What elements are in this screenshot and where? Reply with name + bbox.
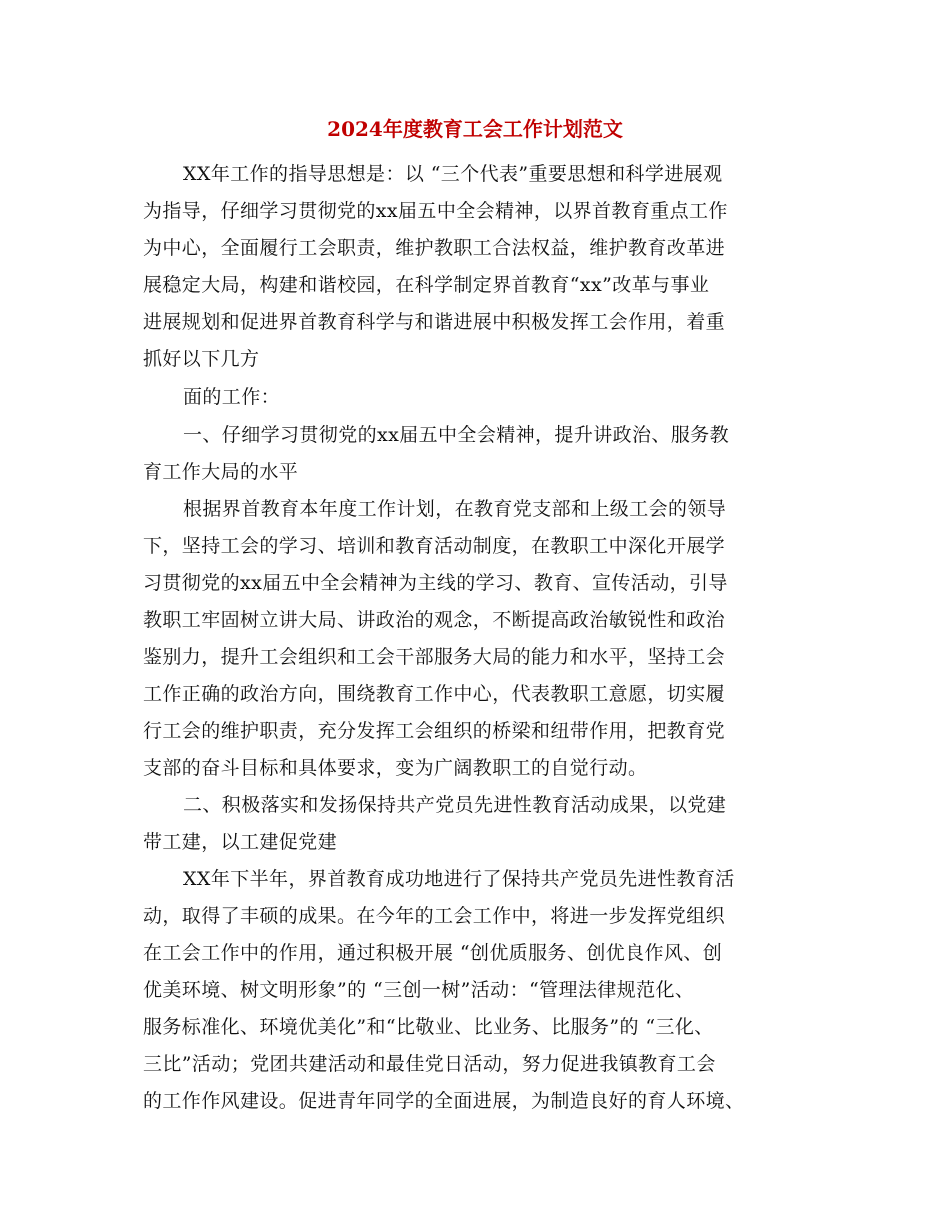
document-title: 2024年度教育工会工作计划范文 <box>327 117 623 141</box>
paragraph-line: 支部的奋斗目标和具体要求，变为广阔教职工的自觉行动。 <box>143 757 648 779</box>
paragraph-line: 工作正确的政治方向，围绕教育工作中心，代表教职工意愿，切实履 <box>143 683 726 705</box>
paragraph-line: 教职工牢固树立讲大局、讲政治的观念，不断提高政治敏锐性和政治 <box>143 609 726 631</box>
paragraph-line: 动，取得了丰硕的成果。在今年的工会工作中，将进一步发挥党组织 <box>143 905 726 927</box>
paragraph-line: 面的工作： <box>183 386 281 408</box>
section-heading-line: 育工作大局的水平 <box>143 461 299 483</box>
section-heading-line: 带工建，以工建促党建 <box>143 831 338 853</box>
paragraph-line: 进展规划和促进界首教育科学与和谐进展中积极发挥工会作用，着重 <box>143 311 726 333</box>
paragraph-line: 行工会的维护职责，充分发挥工会组织的桥梁和纽带作用，把教育党 <box>143 720 726 742</box>
paragraph-line: 习贯彻党的xx届五中全会精神为主线的学习、教育、宣传活动，引导 <box>143 572 728 594</box>
paragraph-line: XX年工作的指导思想是：以 “三个代表”重要思想和科学进展观 <box>183 163 723 185</box>
paragraph-line: 优美环境、树文明形象”的 “三创一树”活动：“管理法律规范化、 <box>143 979 695 1001</box>
paragraph-line: 的工作作风建设。促进青年同学的全面进展，为制造良好的育人环境、 <box>143 1090 745 1112</box>
paragraph-line: 在工会工作中的作用，通过积极开展 “创优质服务、创优良作风、创 <box>143 942 723 964</box>
paragraph-line: 根据界首教育本年度工作计划，在教育党支部和上级工会的领导 <box>183 498 727 520</box>
paragraph-line: 鉴别力，提升工会组织和工会干部服务大局的能力和水平，坚持工会 <box>143 646 726 668</box>
paragraph-line: 为指导，仔细学习贯彻党的xx届五中全会精神，以界首教育重点工作 <box>143 200 728 222</box>
paragraph-line: 抓好以下几方 <box>143 348 260 370</box>
paragraph-line: XX年下半年，界首教育成功地进行了保持共产党员先进性教育活 <box>183 868 735 890</box>
section-heading-line: 一、仔细学习贯彻党的xx届五中全会精神，提升讲政治、服务教 <box>183 424 730 446</box>
paragraph-line: 下，坚持工会的学习、培训和教育活动制度，在教职工中深化开展学 <box>143 535 726 557</box>
paragraph-line: 三比”活动；党团共建活动和最佳党日活动，努力促进我镇教育工会 <box>143 1053 716 1075</box>
section-heading-line: 二、积极落实和发扬保持共产党员先进性教育活动成果，以党建 <box>183 794 727 816</box>
paragraph-line: 服务标准化、环境优美化”和“比敬业、比业务、比服务”的 “三化、 <box>143 1016 714 1038</box>
paragraph-line: 展稳定大局，构建和谐校园，在科学制定界首教育“xx”改革与事业 <box>143 274 710 296</box>
paragraph-line: 为中心，全面履行工会职责，维护教职工合法权益，维护教育改革进 <box>143 237 726 259</box>
